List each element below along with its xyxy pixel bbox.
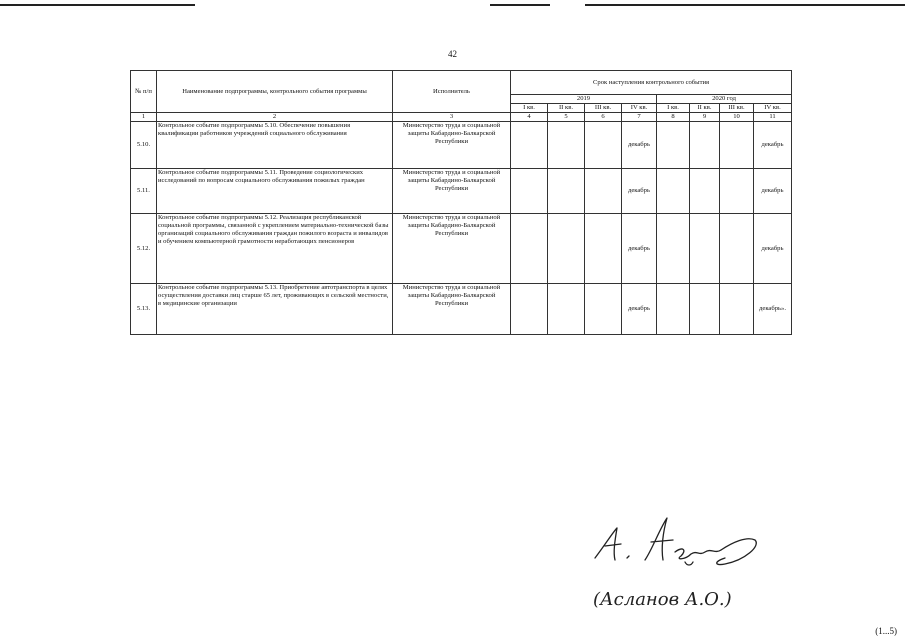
header-quarter: III кв.	[720, 104, 754, 113]
top-border-line	[585, 4, 905, 6]
empty-cell	[657, 214, 690, 284]
empty-cell	[511, 214, 548, 284]
signature-name: (Асланов А.О.)	[593, 589, 732, 610]
empty-cell	[585, 169, 622, 214]
column-number: 3	[393, 113, 511, 122]
table-row	[131, 122, 792, 169]
control-events-table	[130, 70, 792, 335]
handwritten-signature	[575, 510, 795, 620]
deadline-2019-q4: декабрь	[622, 169, 657, 214]
empty-cell	[511, 122, 548, 169]
header-year-2020: 2020 год	[657, 95, 792, 104]
row-name: Контрольное событие подпрограммы 5.11. Проведение социологических исследований по вопросам социального обслуживания пожилых граждан	[157, 169, 393, 214]
row-executor: Министерство труда и социальной защиты Кабардино-Балкарской Республики	[393, 214, 511, 284]
header-quarter: II кв.	[690, 104, 720, 113]
corner-mark: (1...5)	[875, 626, 897, 636]
header-quarter: III кв.	[585, 104, 622, 113]
empty-cell	[548, 284, 585, 335]
empty-cell	[657, 169, 690, 214]
column-number: 9	[690, 113, 720, 122]
deadline-2019-q4: декабрь	[622, 284, 657, 335]
row-executor: Министерство труда и социальной защиты Кабардино-Балкарской Республики	[393, 169, 511, 214]
header-quarter: IV кв.	[622, 104, 657, 113]
row-executor: Министерство труда и социальной защиты Кабардино-Балкарской Республики	[393, 284, 511, 335]
column-number: 8	[657, 113, 690, 122]
page-number: 42	[448, 49, 457, 59]
header-quarter: I кв.	[511, 104, 548, 113]
deadline-2020-q4: декабрь	[754, 122, 792, 169]
row-number: 5.11.	[131, 169, 157, 214]
empty-cell	[720, 169, 754, 214]
column-number: 4	[511, 113, 548, 122]
empty-cell	[585, 122, 622, 169]
header-num: № п/п	[131, 71, 157, 113]
row-number: 5.12.	[131, 214, 157, 284]
row-number: 5.10.	[131, 122, 157, 169]
empty-cell	[511, 169, 548, 214]
empty-cell	[690, 284, 720, 335]
column-number: 6	[585, 113, 622, 122]
header-executor: Исполнитель	[393, 71, 511, 113]
empty-cell	[657, 122, 690, 169]
deadline-2019-q4: декабрь	[622, 214, 657, 284]
column-number: 7	[622, 113, 657, 122]
header-deadline: Срок наступления контрольного события	[511, 71, 792, 95]
row-number: 5.13.	[131, 284, 157, 335]
empty-cell	[657, 284, 690, 335]
deadline-2020-q4: декабрь	[754, 214, 792, 284]
empty-cell	[548, 122, 585, 169]
empty-cell	[690, 214, 720, 284]
empty-cell	[720, 284, 754, 335]
row-name: Контрольное событие подпрограммы 5.13. Приобретение автотранспорта в целях осуществления доставки лиц старше 65 лет, проживающих в сельской местности, в медицинские организации	[157, 284, 393, 335]
column-number: 1	[131, 113, 157, 122]
column-number: 5	[548, 113, 585, 122]
deadline-2020-q4: декабрь	[754, 169, 792, 214]
header-year-2019: 2019	[511, 95, 657, 104]
header-quarter: IV кв.	[754, 104, 792, 113]
empty-cell	[690, 169, 720, 214]
column-number: 10	[720, 113, 754, 122]
header-name: Наименование подпрограммы, контрольного события программы	[157, 71, 393, 113]
table-row	[131, 169, 792, 214]
row-name: Контрольное событие подпрограммы 5.12. Реализация республиканской социальной программы, связанной с укреплением материально-технической базы организаций социального обслуживания граждан пожилого возраста и инвалидов и обучением компьютерной грамотности неработающих пенсионеров	[157, 214, 393, 284]
empty-cell	[585, 214, 622, 284]
top-border-line	[490, 4, 550, 6]
empty-cell	[720, 122, 754, 169]
top-border-line	[0, 4, 195, 6]
table-row	[131, 284, 792, 335]
deadline-2019-q4: декабрь	[622, 122, 657, 169]
empty-cell	[548, 169, 585, 214]
empty-cell	[511, 284, 548, 335]
empty-cell	[585, 284, 622, 335]
table-row	[131, 214, 792, 284]
row-executor: Министерство труда и социальной защиты Кабардино-Балкарской Республики	[393, 122, 511, 169]
column-number: 11	[754, 113, 792, 122]
empty-cell	[720, 214, 754, 284]
header-quarter: I кв.	[657, 104, 690, 113]
empty-cell	[690, 122, 720, 169]
column-number: 2	[157, 113, 393, 122]
empty-cell	[548, 214, 585, 284]
row-name: Контрольное событие подпрограммы 5.10. Обеспечение повышения квалификации работников учреждений социального обслуживания	[157, 122, 393, 169]
header-quarter: II кв.	[548, 104, 585, 113]
deadline-2020-q4: декабрь».	[754, 284, 792, 335]
